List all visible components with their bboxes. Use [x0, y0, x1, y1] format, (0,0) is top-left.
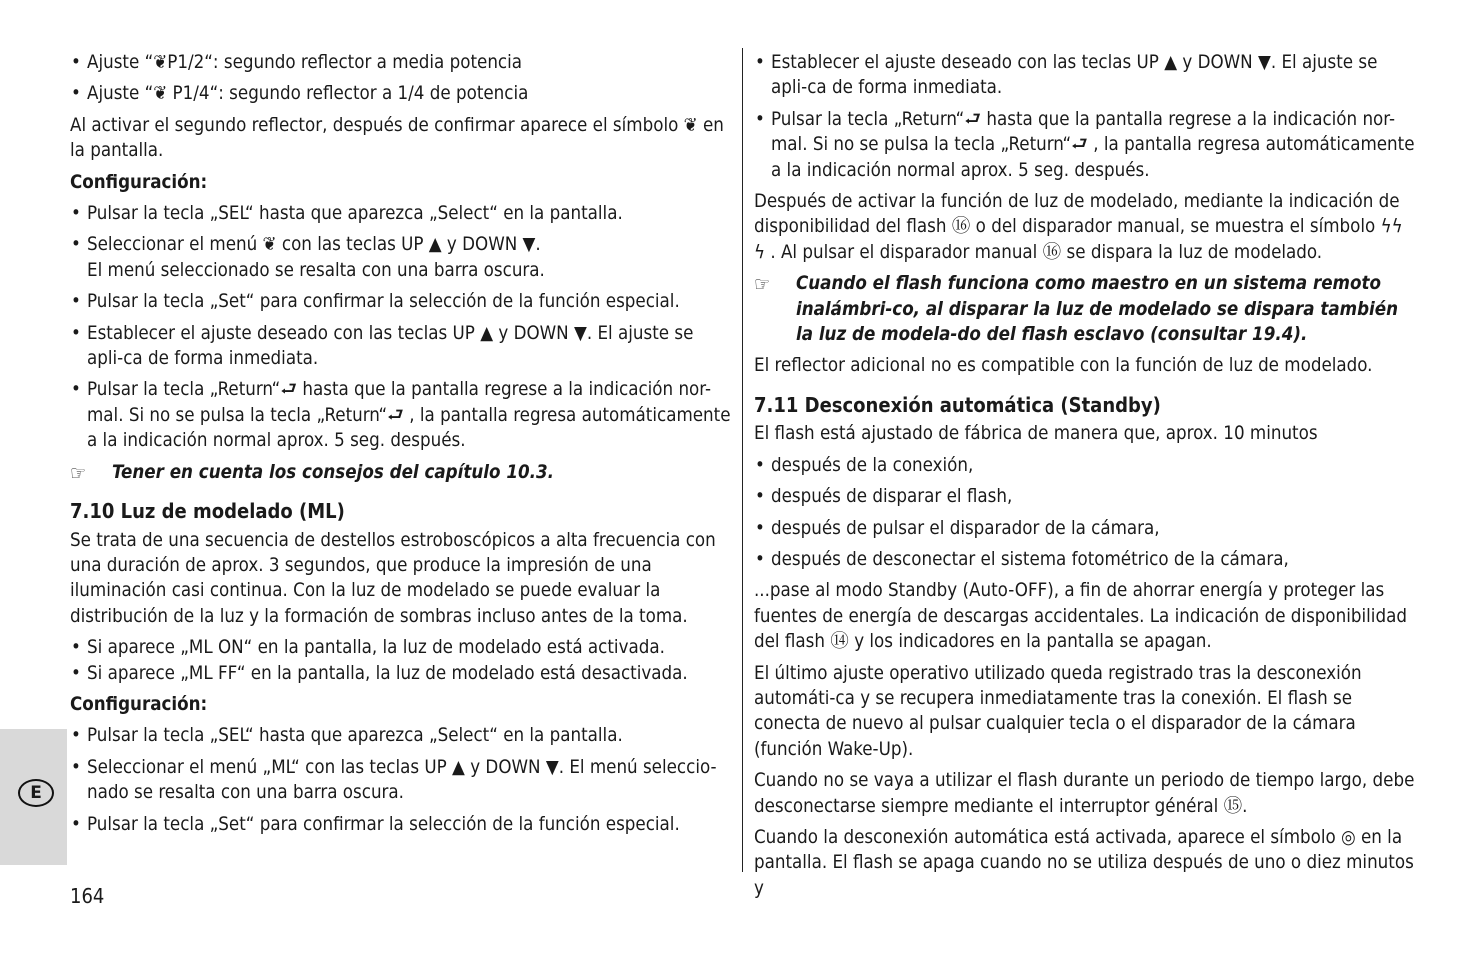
list-item: • Si aparece „ML ON“ en la pantalla, la luz de modelado está activada. [70, 635, 732, 660]
note-text: Cuando el flash funciona como maestro en un sistema remoto inalámbri-co, al disparar la luz de modelado se dispara también la luz de modela-do del flash esclavo (consultar 19.4). [796, 273, 1399, 346]
pointing-hand-icon: ☞ [754, 272, 771, 297]
list-item: • después de disparar el flash, [754, 484, 1418, 509]
pointing-hand-icon: ☞ [70, 460, 87, 485]
note-text: Tener en cuenta los consejos del capítulo 10.3. [112, 461, 554, 483]
paragraph: Cuando no se vaya a utilizar el flash durante un periodo de tiempo largo, debe desconectarse siempre mediante el interruptor général ⑮. [754, 770, 1415, 817]
left-column [70, 50, 732, 843]
paragraph: El flash está ajustado de fábrica de manera que, aprox. 10 minutos [754, 423, 1318, 445]
configuration-label: Configuración: [70, 693, 208, 715]
list-item: • después de desconectar el sistema fotométrico de la cámara, [754, 547, 1418, 572]
list-item-text: El menú seleccionado se resalta con una barra oscura. [87, 259, 545, 281]
configuration-label: Configuración: [70, 171, 208, 193]
paragraph: El último ajuste operativo utilizado queda registrado tras la desconexión automáti-ca y se recupera inmediatamente tras la conexión. El flash se conecta de nuevo al pulsar cualquier tecla o el disparador de la cámara (función Wake-Up). [754, 662, 1362, 760]
list-item: • Ajuste “❦ P1/4“: segundo reflector a 1/4 de potencia [70, 81, 732, 106]
list-item: • Pulsar la tecla „Return“⮐ hasta que la pantalla regrese a la indicación nor-mal. Si no se pulsa la tecla „Return“⮐ , la pantalla regresa automáticamente a la indicación normal aprox. 5 seg. después. [754, 107, 1418, 183]
list-item [70, 232, 732, 283]
right-column [754, 50, 1418, 907]
paragraph: El reflector adicional no es compatible con la función de luz de modelado. [754, 355, 1373, 377]
language-marker: E [18, 779, 54, 807]
list-item: • Seleccionar el menú „ML“ con las teclas UP ▲ y DOWN ▼. El menú seleccio-nado se resalta con una barra oscura. [70, 755, 732, 806]
list-item: • Establecer el ajuste deseado con las teclas UP ▲ y DOWN ▼. El ajuste se apli-ca de forma inmediata. [754, 50, 1418, 101]
list-item: • Ajuste “❦P1/2“: segundo reflector a media potencia [70, 50, 732, 75]
list-item: • Pulsar la tecla „Set“ para confirmar la selección de la función especial. [70, 812, 732, 837]
paragraph: ...pase al modo Standby (Auto-OFF), a fin de ahorrar energía y proteger las fuentes de energía de descargas accidentales. La indicación de disponibilidad del flash ⑭ y los indicadores en la pantalla se apagan. [754, 580, 1407, 653]
paragraph: Cuando la desconexión automática está activada, aparece el símbolo ◎ en la pantalla. El flash se apaga cuando no se utiliza después de uno o diez minutos y [754, 826, 1414, 899]
page-number: 164 [70, 884, 105, 908]
list-item: • Establecer el ajuste deseado con las teclas UP ▲ y DOWN ▼. El ajuste se apli-ca de forma inmediata. [70, 321, 732, 372]
note [70, 460, 732, 485]
list-item: • después de la conexión, [754, 453, 1418, 478]
list-item-text: Seleccionar el menú ❦ con las teclas UP ▲ y DOWN ▼. [87, 234, 541, 256]
column-divider [742, 48, 743, 872]
note [754, 271, 1418, 347]
paragraph: Después de activar la función de luz de modelado, mediante la indicación de disponibilidad del flash ⑯ o del disparador manual, se muestra el símbolo ϟϟ ϟ . Al pulsar el disparador manual ⑯ se dispara la luz de modelado. [754, 191, 1403, 263]
list-item: • Pulsar la tecla „Return“⮐ hasta que la pantalla regrese a la indicación nor-mal. Si no se pulsa la tecla „Return“⮐ , la pantalla regresa automáticamente a la indicación normal aprox. 5 seg. después. [70, 377, 732, 453]
section-heading: 7.11 Desconexión automática (Standby) [754, 392, 1161, 417]
paragraph: Al activar el segundo reflector, después de confirmar aparece el símbolo ❦ en la pantalla. [70, 114, 724, 162]
section-heading: 7.10 Luz de modelado (ML) [70, 499, 345, 524]
list-item: • después de pulsar el disparador de la cámara, [754, 516, 1418, 541]
list-item: • Pulsar la tecla „Set“ para confirmar la selección de la función especial. [70, 289, 732, 314]
list-item: • Si aparece „ML FF“ en la pantalla, la luz de modelado está desactivada. [70, 661, 732, 686]
paragraph: Se trata de una secuencia de destellos estroboscópicos a alta frecuencia con una duración de aprox. 3 segundos, que produce la impresión de una iluminación casi continua. Con la luz de modelado se puede evaluar la distribución de la luz y la formación de sombras incluso antes de la toma. [70, 529, 716, 627]
list-item: • Pulsar la tecla „SEL“ hasta que aparezca „Select“ en la pantalla. [70, 201, 732, 226]
list-item: • Pulsar la tecla „SEL“ hasta que aparezca „Select“ en la pantalla. [70, 723, 732, 748]
